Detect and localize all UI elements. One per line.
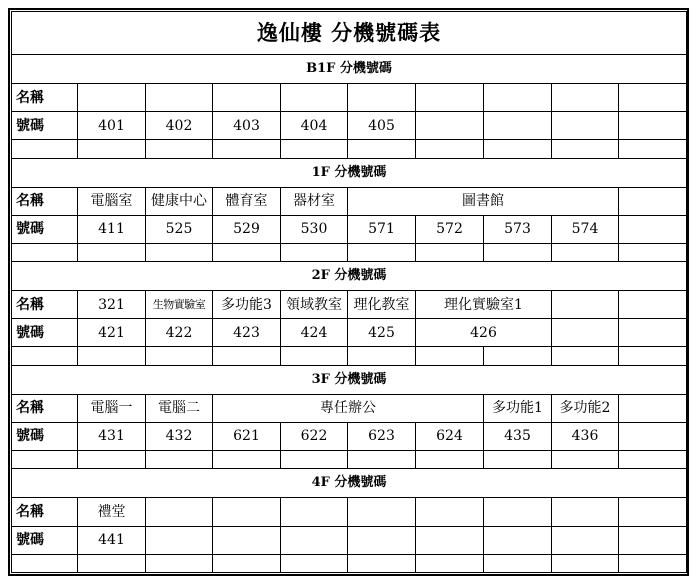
floor-heading-b1f: B1F 分機號碼 xyxy=(12,55,687,84)
extension-cell: 401 xyxy=(78,112,146,140)
extension-cell: 529 xyxy=(213,215,281,243)
table-row xyxy=(12,319,687,347)
number-row-label: 號碼 xyxy=(12,422,78,450)
extension-cell: 431 xyxy=(78,422,146,450)
extension-cell xyxy=(484,112,552,140)
name-cell: 體育室 xyxy=(213,187,281,215)
blank-row xyxy=(12,243,687,261)
extension-cell: 436 xyxy=(552,422,619,450)
blank-row xyxy=(12,554,687,572)
empty-cell xyxy=(619,112,687,140)
name-cell: 健康中心 xyxy=(146,187,213,215)
extension-cell: 425 xyxy=(348,319,416,347)
extension-table xyxy=(11,11,687,573)
name-cell xyxy=(552,498,619,526)
floor-heading-2f: 2F 分機號碼 xyxy=(12,262,687,291)
empty-cell xyxy=(619,291,687,319)
extension-cell: 623 xyxy=(348,422,416,450)
table-row xyxy=(12,498,687,526)
extension-cell xyxy=(213,526,281,554)
extension-cell: 622 xyxy=(281,422,348,450)
floor-heading-1f: 1F 分機號碼 xyxy=(12,158,687,187)
extension-cell: 435 xyxy=(484,422,552,450)
table-row xyxy=(12,215,687,243)
extension-cell xyxy=(484,526,552,554)
extension-cell: 405 xyxy=(348,112,416,140)
name-cell: 領域教室 xyxy=(281,291,348,319)
extension-cell: 432 xyxy=(146,422,213,450)
table-row xyxy=(12,526,687,554)
extension-cell: 525 xyxy=(146,215,213,243)
name-cell xyxy=(552,84,619,112)
table-row xyxy=(12,291,687,319)
extension-cell: 624 xyxy=(416,422,484,450)
extension-cell: 402 xyxy=(146,112,213,140)
extension-cell xyxy=(348,526,416,554)
name-cell: 多功能1 xyxy=(484,394,552,422)
name-row-label: 名稱 xyxy=(12,187,78,215)
name-cell xyxy=(281,498,348,526)
table-row xyxy=(12,187,687,215)
name-cell: 理化教室 xyxy=(348,291,416,319)
name-cell xyxy=(484,498,552,526)
extension-cell: 441 xyxy=(78,526,146,554)
name-cell xyxy=(213,84,281,112)
empty-cell xyxy=(619,498,687,526)
extension-cell xyxy=(146,526,213,554)
blank-row xyxy=(12,347,687,365)
table-row xyxy=(12,84,687,112)
name-cell xyxy=(416,498,484,526)
name-cell xyxy=(619,187,687,215)
empty-cell xyxy=(619,215,687,243)
empty-cell xyxy=(619,526,687,554)
extension-cell: 404 xyxy=(281,112,348,140)
name-row-label: 名稱 xyxy=(12,498,78,526)
table-row xyxy=(12,394,687,422)
extension-cell: 530 xyxy=(281,215,348,243)
extension-cell xyxy=(552,319,619,347)
extension-cell-merged: 426 xyxy=(416,319,552,347)
extension-cell xyxy=(552,112,619,140)
name-row-label: 名稱 xyxy=(12,84,78,112)
extension-cell: 424 xyxy=(281,319,348,347)
name-cell xyxy=(146,84,213,112)
name-cell: 多功能3 xyxy=(213,291,281,319)
name-cell xyxy=(416,84,484,112)
table-row xyxy=(12,112,687,140)
name-cell: 電腦室 xyxy=(78,187,146,215)
empty-cell xyxy=(619,394,687,422)
name-cell: 禮堂 xyxy=(78,498,146,526)
name-cell xyxy=(78,84,146,112)
empty-cell xyxy=(619,319,687,347)
name-row-label: 名稱 xyxy=(12,291,78,319)
extension-cell xyxy=(416,526,484,554)
extension-cell: 572 xyxy=(416,215,484,243)
extension-cell: 411 xyxy=(78,215,146,243)
name-cell xyxy=(348,84,416,112)
extension-cell: 571 xyxy=(348,215,416,243)
blank-row xyxy=(12,451,687,469)
name-cell: 器材室 xyxy=(281,187,348,215)
name-cell xyxy=(552,291,619,319)
extension-cell xyxy=(281,526,348,554)
extension-cell: 403 xyxy=(213,112,281,140)
number-row-label: 號碼 xyxy=(12,215,78,243)
number-row-label: 號碼 xyxy=(12,319,78,347)
extension-cell: 573 xyxy=(484,215,552,243)
floor-heading-3f: 3F 分機號碼 xyxy=(12,365,687,394)
name-cell-merged: 理化實驗室1 xyxy=(416,291,552,319)
name-cell: 多功能2 xyxy=(552,394,619,422)
name-cell-merged: 專任辦公 xyxy=(213,394,484,422)
floor-heading-4f: 4F 分機號碼 xyxy=(12,469,687,498)
extension-cell xyxy=(552,526,619,554)
name-cell-merged: 圖書館 xyxy=(348,187,619,215)
page-title: 逸仙樓 分機號碼表 xyxy=(12,12,687,55)
empty-cell xyxy=(619,84,687,112)
extension-cell xyxy=(416,112,484,140)
name-row-label: 名稱 xyxy=(12,394,78,422)
number-row-label: 號碼 xyxy=(12,112,78,140)
name-cell xyxy=(146,498,213,526)
extension-cell: 421 xyxy=(78,319,146,347)
name-cell xyxy=(281,84,348,112)
name-cell: 321 xyxy=(78,291,146,319)
number-row-label: 號碼 xyxy=(12,526,78,554)
extension-cell: 422 xyxy=(146,319,213,347)
extension-cell: 423 xyxy=(213,319,281,347)
name-cell: 電腦二 xyxy=(146,394,213,422)
table-row xyxy=(12,422,687,450)
name-cell: 生物實驗室 xyxy=(146,291,213,319)
extension-cell: 574 xyxy=(552,215,619,243)
extension-cell: 621 xyxy=(213,422,281,450)
name-cell: 電腦一 xyxy=(78,394,146,422)
name-cell xyxy=(348,498,416,526)
blank-row xyxy=(12,140,687,158)
name-cell xyxy=(484,84,552,112)
name-cell xyxy=(213,498,281,526)
empty-cell xyxy=(619,422,687,450)
